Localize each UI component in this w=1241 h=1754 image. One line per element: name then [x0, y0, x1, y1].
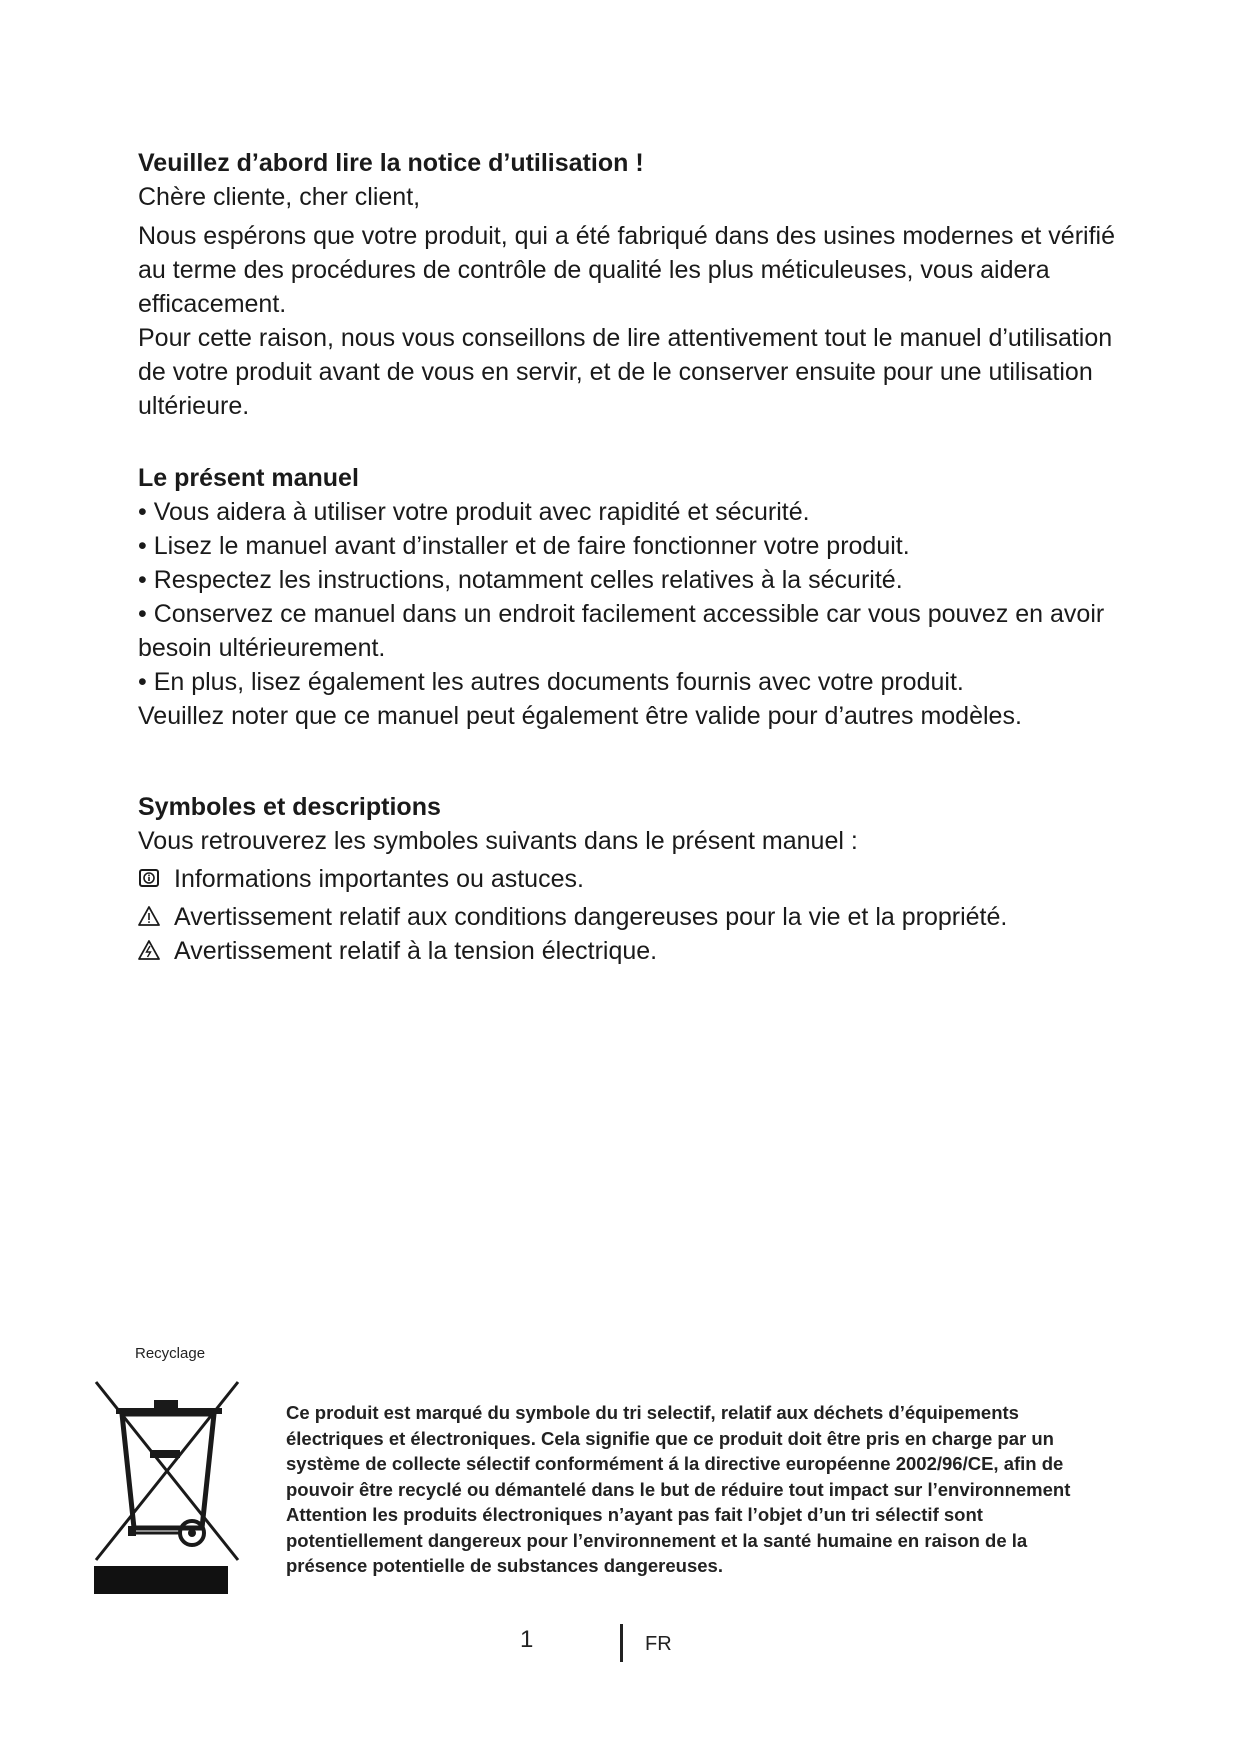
recycling-text: Ce produit est marqué du symbole du tri selectif, relatif aux déchets d’équipements électriques et électroniques. Cela signifie que ce produit doit être pris en charge par un système de collecte sélectif conformément á la directive européenne 2002/96/CE, afin de pouvoir être recyclé ou démantelé dans le but de réduire tout impact sur l’environnement Attention les produits électroniques n’ayant pas fait l’objet d’un tri sélectif sont potentiellement dangereux pour l’environnement et la santé humaine en raison de la présence potentielle de substances dangereuses.: [286, 1402, 1071, 1576]
footer-divider: [620, 1624, 623, 1662]
crossed-bin-icon: [92, 1368, 244, 1594]
symbol-row-electric: [138, 934, 1118, 968]
symbol-row-info: [138, 862, 1118, 896]
manual-bullet: • Respectez les instructions, notamment celles relatives à la sécurité.: [138, 566, 903, 594]
symbol-text-info: Informations importantes ou astuces.: [174, 865, 584, 893]
symbol-text-electric: Avertissement relatif à la tension électrique.: [174, 937, 658, 965]
symbols-section: [138, 790, 1118, 968]
manual-note: Veuillez noter que ce manuel peut également être valide pour d’autres modèles.: [138, 702, 1022, 730]
info-icon: [138, 867, 160, 889]
intro-paragraph-2: Pour cette raison, nous vous conseillons de lire attentivement tout le manuel d’utilisation de votre produit avant de vous en servir, et de le conserver ensuite pour une utilisation ultérieure.: [138, 324, 1113, 420]
manual-section: [138, 461, 1118, 733]
recycling-label: Recyclage: [135, 1345, 206, 1362]
salutation: Chère cliente, cher client,: [138, 183, 421, 211]
intro-paragraph-1: Nous espérons que votre produit, qui a été fabriqué dans des usines modernes et vérifié au terme des procédures de contrôle de qualité les plus méticuleuses, vous aidera efficacement.: [138, 222, 1115, 318]
symbols-title: Symboles et descriptions: [138, 793, 441, 821]
symbols-intro: Vous retrouverez les symboles suivants dans le présent manuel :: [138, 827, 858, 855]
manual-bullet: • Vous aidera à utiliser votre produit avec rapidité et sécurité.: [138, 498, 810, 526]
symbol-row-warning: [138, 900, 1118, 934]
warning-icon: [138, 905, 160, 927]
manual-title: Le présent manuel: [138, 464, 359, 492]
symbol-text-warning: Avertissement relatif aux conditions dangereuses pour la vie et la propriété.: [174, 903, 1008, 931]
electric-warning-icon: [138, 939, 160, 961]
language-code: FR: [645, 1633, 672, 1655]
page-number: 1: [520, 1626, 534, 1653]
intro-section: [138, 146, 1118, 423]
manual-bullet: • Lisez le manuel avant d’installer et de faire fonctionner votre produit.: [138, 532, 910, 560]
manual-bullet: • Conservez ce manuel dans un endroit facilement accessible car vous pouvez en avoir besoin ultérieurement.: [138, 600, 1105, 662]
manual-bullet: • En plus, lisez également les autres documents fournis avec votre produit.: [138, 668, 964, 696]
intro-title: Veuillez d’abord lire la notice d’utilisation !: [138, 149, 644, 177]
